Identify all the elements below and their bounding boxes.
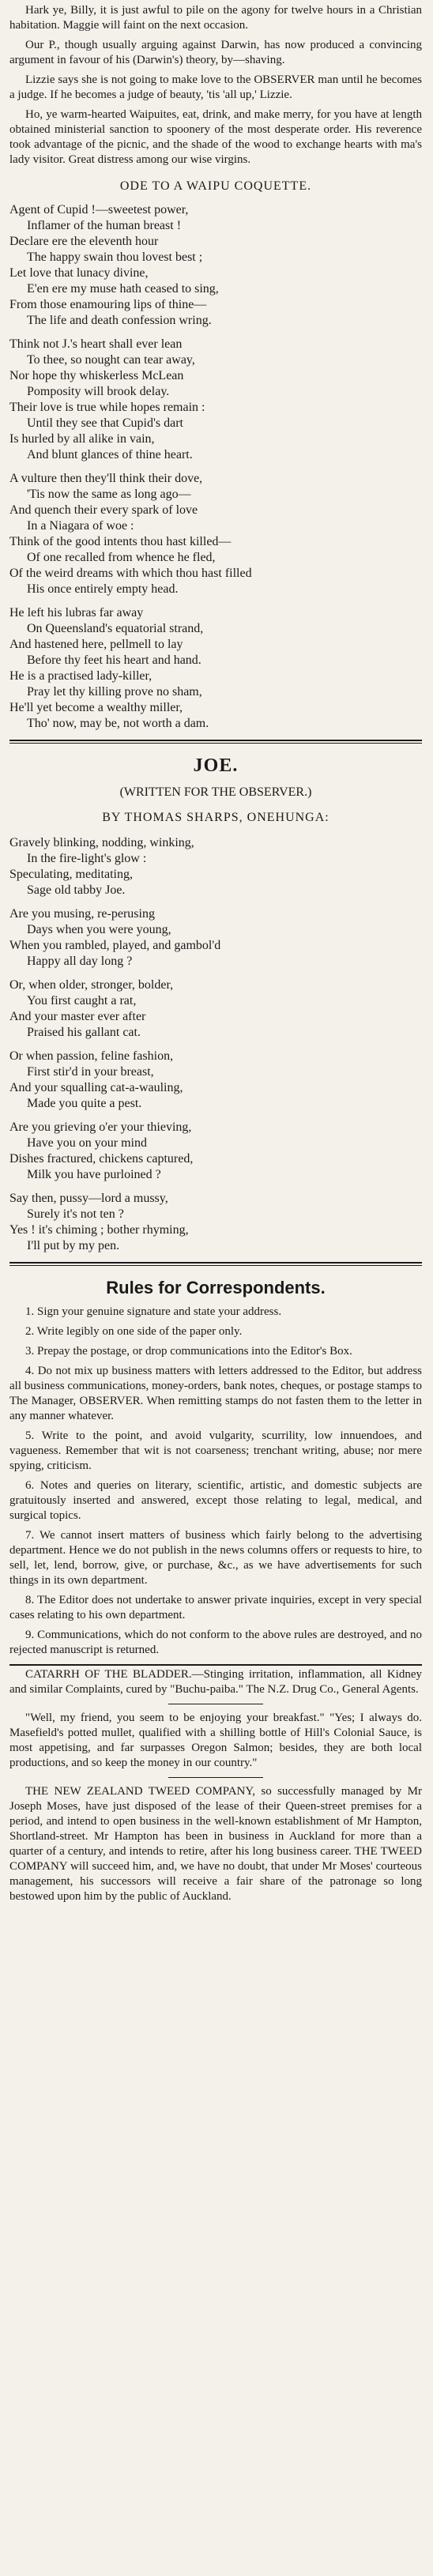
joe-stanza: [9, 906, 422, 970]
poem-line: E'en ere my muse hath ceased to sing,: [27, 282, 219, 296]
poem-line: Gravely blinking, nodding, winking,: [9, 836, 194, 849]
poem-line: Agent of Cupid !—sweetest power,: [9, 203, 189, 217]
poem-line: Or when passion, feline fashion,: [9, 1049, 174, 1063]
poem-line: Their love is true while hopes remain :: [9, 401, 205, 414]
poem-line: In the fire-light's glow :: [27, 852, 147, 865]
poem-line: 'Tis now the same as long ago—: [27, 488, 191, 501]
rule-item: 6. Notes and queries on literary, scientific, artistic, and domestic subjects are gratuitously inserted and answered, except those relating to legal, medical, and surgical topics.: [9, 1479, 422, 1522]
poem-line: Of the weird dreams with which thou hast filled: [9, 567, 252, 580]
section-divider: [9, 1265, 422, 1266]
joe-stanza: [9, 835, 422, 898]
poem-line: Sage old tabby Joe.: [27, 883, 126, 897]
poem-line: Of one recalled from whence he fled,: [27, 551, 216, 564]
ode-stanza: [9, 337, 422, 463]
poem-line: Is hurled by all alike in vain,: [9, 432, 155, 446]
poem-line: Before thy feet his heart and hand.: [27, 653, 201, 667]
poem-line: Say then, pussy—lord a mussy,: [9, 1192, 168, 1205]
opening-notes: [9, 3, 422, 168]
rule-item: 5. Write to the point, and avoid vulgarity, scurrility, low innuendoes, and vagueness. Remember that wit is not coarseness; trenchant writing, abuse; nor mere spying, criticism.: [9, 1429, 422, 1472]
poem-line: The happy swain thou lovest best ;: [27, 250, 203, 264]
poem-line: Think not J.'s heart shall ever lean: [9, 337, 183, 351]
section-divider: [9, 743, 422, 744]
poem-line: From those enamouring lips of thine—: [9, 298, 207, 311]
poem-line: He is a practised lady-killer,: [9, 669, 152, 683]
rule-item: 4. Do not mix up business matters with letters addressed to the Editor, but address all business communications, money-orders, bank notes, cheques, or postage stamps to The Manager, OBSERVER. When remitting stamps do not fasten them to the letter in any manner whatever.: [9, 1365, 422, 1422]
ode-stanza: [9, 202, 422, 329]
written-for-note: (WRITTEN FOR THE OBSERVER.): [119, 785, 312, 799]
poem-line: A vulture then they'll think their dove,: [9, 472, 203, 485]
advertisements: [9, 1667, 422, 1904]
rules-for-correspondents: [9, 1280, 422, 1658]
poem-line: Let love that lunacy divine,: [9, 266, 149, 280]
poem-line: To thee, so nought can tear away,: [27, 353, 195, 367]
poem-line: Tho' now, may be, not worth a dam.: [27, 717, 209, 730]
section-divider: [9, 1664, 422, 1666]
poem-line: You first caught a rat,: [27, 994, 137, 1007]
rule-item: 3. Prepay the postage, or drop communications into the Editor's Box.: [25, 1345, 352, 1358]
poem-line: Are you musing, re-perusing: [9, 907, 155, 921]
rule-item: 1. Sign your genuine signature and state your address.: [25, 1305, 282, 1318]
poem-line: Until they see that Cupid's dart: [27, 416, 183, 430]
poem-line: First stir'd in your breast,: [27, 1065, 154, 1079]
poem-line: And your squalling cat-a-wauling,: [9, 1081, 183, 1094]
poem-line: Inflamer of the human breast !: [27, 219, 182, 232]
poem-line: When you rambled, played, and gambol'd: [9, 939, 221, 952]
poem-line: I'll put by my pen.: [27, 1239, 120, 1252]
joe-stanza: [9, 1191, 422, 1254]
poem-line: Made you quite a pest.: [27, 1097, 142, 1110]
poem-line: Declare ere the eleventh hour: [9, 235, 159, 248]
poem-line: In a Niagara of woe :: [27, 519, 134, 533]
advert-paragraph: "Well, my friend, you seem to be enjoying your breakfast." "Yes; I always do. Masefield's potted mullet, qualified with a shilling bottle of Hill's Colonial Sauce, is most appetising, and far surpasses Oregon Salmon; besides, they are both local productions, and so keep the money in our country.": [9, 1712, 422, 1769]
rules-title: Rules for Correspondents.: [106, 1278, 326, 1297]
rule-item: 9. Communications, which do not conform to the above rules are destroyed, and no rejected manuscript is returned.: [9, 1629, 422, 1656]
note-paragraph: Ho, ye warm-hearted Waipuites, eat, drink, and make merry, for you have at length obtained ministerial sanction to spoonery of the most desperate order. His reverence took advantage of the picnic, and the shade of the wood to exchange hearts with ma's lady visitor. Great distress among our wise virgins.: [9, 108, 422, 166]
poem-line: Happy all day long ?: [27, 955, 133, 968]
poem-line: Nor hope thy whiskerless McLean: [9, 369, 184, 382]
poem-line: And quench their every spark of love: [9, 503, 198, 517]
poem-line: Think of the good intents thou hast killed—: [9, 535, 232, 548]
poem-line: Speculating, meditating,: [9, 868, 133, 881]
joe-stanza: [9, 1049, 422, 1112]
rule-item: 7. We cannot insert matters of business which fairly belong to the advertising department. Hence we do not publish in the news columns offers or requests to hire, to sell, let, lend, borrow, give, or purchase, &c., as we have advertisements for such things in its own department.: [9, 1529, 422, 1587]
byline: BY THOMAS SHARPS, ONEHUNGA:: [102, 811, 329, 824]
note-paragraph: Our P., though usually arguing against Darwin, has now produced a convincing argument in favour of his (Darwin's) theory, by—shaving.: [9, 39, 422, 66]
poem-line: Yes ! it's chiming ; bother rhyming,: [9, 1223, 189, 1237]
rule-item: 8. The Editor does not undertake to answer private inquiries, except in very special cases relating to his own department.: [9, 1594, 422, 1621]
poem-line: Days when you were young,: [27, 923, 171, 936]
ode-stanza: [9, 471, 422, 597]
poem-line: Are you grieving o'er your thieving,: [9, 1120, 192, 1134]
ode-stanza: [9, 605, 422, 732]
poem-line: Praised his gallant cat.: [27, 1026, 141, 1039]
poem-line: Have you on your mind: [27, 1136, 147, 1150]
section-divider: [9, 740, 422, 741]
poem-line: Or, when older, stronger, bolder,: [9, 978, 174, 992]
note-paragraph: Lizzie says she is not going to make love to the OBSERVER man until he becomes a judge. If he becomes a judge of beauty, 'tis 'all up,' Lizzie.: [9, 73, 422, 101]
note-paragraph: Hark ye, Billy, it is just awful to pile on the agony for twelve hours in a Christian habitation. Maggie will faint on the next occasion.: [9, 4, 422, 32]
joe-poem: [9, 755, 422, 1254]
joe-stanza: [9, 1120, 422, 1183]
section-divider: [9, 1262, 422, 1264]
ode-heading: ODE TO A WAIPU COQUETTE.: [119, 179, 312, 193]
poem-line: He'll yet become a wealthy miller,: [9, 701, 183, 714]
advert-paragraph: THE NEW ZEALAND TWEED COMPANY, so successfully managed by Mr Joseph Moses, have just disposed of the lease of their Queen-street premises for a period, and intend to open business in the well-known establishment of Mr Hampton, Shortland-street. Mr Hampton has been in business in Auckland for more than a quarter of a century, and intends to retire, after his long business career. THE TWEED COMPANY will succeed him, and, we have no doubt, that under Mr Moses' courteous management, his successors will receive a fair share of the patronage so long bestowed upon him by the public of Auckland.: [9, 1785, 422, 1903]
poem-line: Milk you have purloined ?: [27, 1168, 161, 1181]
poem-line: Pomposity will brook delay.: [27, 385, 170, 398]
poem-line: And blunt glances of thine heart.: [27, 448, 193, 461]
poem-line: Dishes fractured, chickens captured,: [9, 1152, 194, 1166]
rule-item: 2. Write legibly on one side of the paper only.: [25, 1325, 243, 1338]
poem-line: Pray let thy killing prove no sham,: [27, 685, 202, 699]
advert-paragraph: CATARRH OF THE BLADDER.—Stinging irritation, inflammation, all Kidney and similar Complaints, cured by "Buchu-paiba." The N.Z. Drug Co., General Agents.: [9, 1668, 422, 1696]
joe-title: JOE.: [193, 755, 239, 776]
poem-line: And your master ever after: [9, 1010, 146, 1023]
poem-line: And hastened here, pellmell to lay: [9, 638, 183, 651]
poem-line: The life and death confession wring.: [27, 314, 212, 327]
poem-line: His once entirely empty head.: [27, 582, 179, 596]
poem-line: He left his lubras far away: [9, 606, 144, 620]
joe-stanza: [9, 977, 422, 1041]
short-divider: [168, 1777, 263, 1778]
poem-line: Surely it's not ten ?: [27, 1207, 124, 1221]
ode-poem: [9, 179, 422, 732]
poem-line: On Queensland's equatorial strand,: [27, 622, 204, 635]
